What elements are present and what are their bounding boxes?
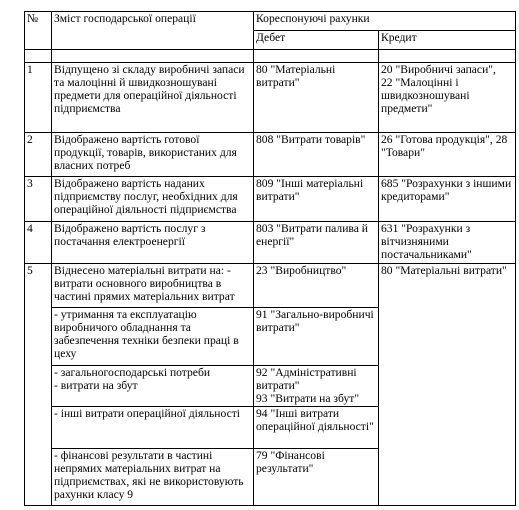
header-debit: Дебет [254, 31, 379, 50]
row-description: - фінансові результати в частині непрямих матеріальних витрат на підприємствах, які не використовують рахунки класу 9 [52, 449, 254, 506]
row-debit: 80 "Матеріальні витрати" [254, 63, 379, 133]
table-row [25, 177, 516, 222]
row-credit: 20 "Виробничі запаси", 22 "Малоцінні і швидкозношувані предмети" [379, 63, 516, 133]
row-description: - утримання та експлуатацію виробничого обладнання та забезпечення техніки безпеки праці в цеху [52, 308, 254, 366]
table-row [25, 63, 516, 133]
row-debit: 803 "Витрати палива й енергії" [254, 222, 379, 264]
row-debit: 809 "Інші матеріальні витрати" [254, 177, 379, 222]
row-debit: 91 "Загально-виробничі витрати" [254, 308, 379, 366]
row-credit: 80 "Матеріальні витрати" [379, 264, 516, 506]
row-credit: 26 "Готова продукція", 28 "Товари" [379, 133, 516, 177]
row-description: Відображено вартість послуг з постачання електроенергії [52, 222, 254, 264]
header-credit: Кредит [379, 31, 516, 50]
row-debit: 808 "Витрати товарів" [254, 133, 379, 177]
row-description: Відображено вартість наданих підприємству послуг, необхідних для операційної діяльності підприємства [52, 177, 254, 222]
row-debit: 23 "Виробництво" [254, 264, 379, 308]
row-number: 1 [25, 63, 52, 133]
row-description: Відпущено зі складу виробничі запаси та малоцінні й швидкозношувані предмети для операційної діяльності підприємства [52, 63, 254, 133]
table-row [25, 264, 516, 308]
header-description: Зміст господарської операції [52, 12, 254, 50]
row-credit: 685 "Розрахунки з іншими кредиторами" [379, 177, 516, 222]
table-row [25, 222, 516, 264]
row-number: 3 [25, 177, 52, 222]
row-credit: 631 "Розрахунки з вітчизняними постачальниками" [379, 222, 516, 264]
row-description: Відображено вартість готової продукції, товарів, використаних для власних потреб [52, 133, 254, 177]
row-description: - загальногосподарські потреби - витрати на збут [52, 366, 254, 407]
row-number: 2 [25, 133, 52, 177]
row-number: 5 [25, 264, 52, 506]
accounting-entries-table [24, 11, 516, 506]
header-number: № [25, 12, 52, 50]
row-description: Віднесено матеріальні витрати на: - витрати основного виробництва в частині прямих матеріальних витрат [52, 264, 254, 308]
table-row [25, 133, 516, 177]
row-number: 4 [25, 222, 52, 264]
spacer-row [25, 50, 516, 63]
row-description: - інші витрати операційної діяльності [52, 407, 254, 449]
header-corresponding-accounts: Кореспонуючі рахунки [254, 12, 516, 31]
header-row [25, 12, 516, 31]
row-debit: 79 "Фінансові результати" [254, 449, 379, 506]
row-debit: 94 "Інші витрати операційної діяльності" [254, 407, 379, 449]
row-debit: 92 "Адміністративні витрати" 93 "Витрати на збут" [254, 366, 379, 407]
